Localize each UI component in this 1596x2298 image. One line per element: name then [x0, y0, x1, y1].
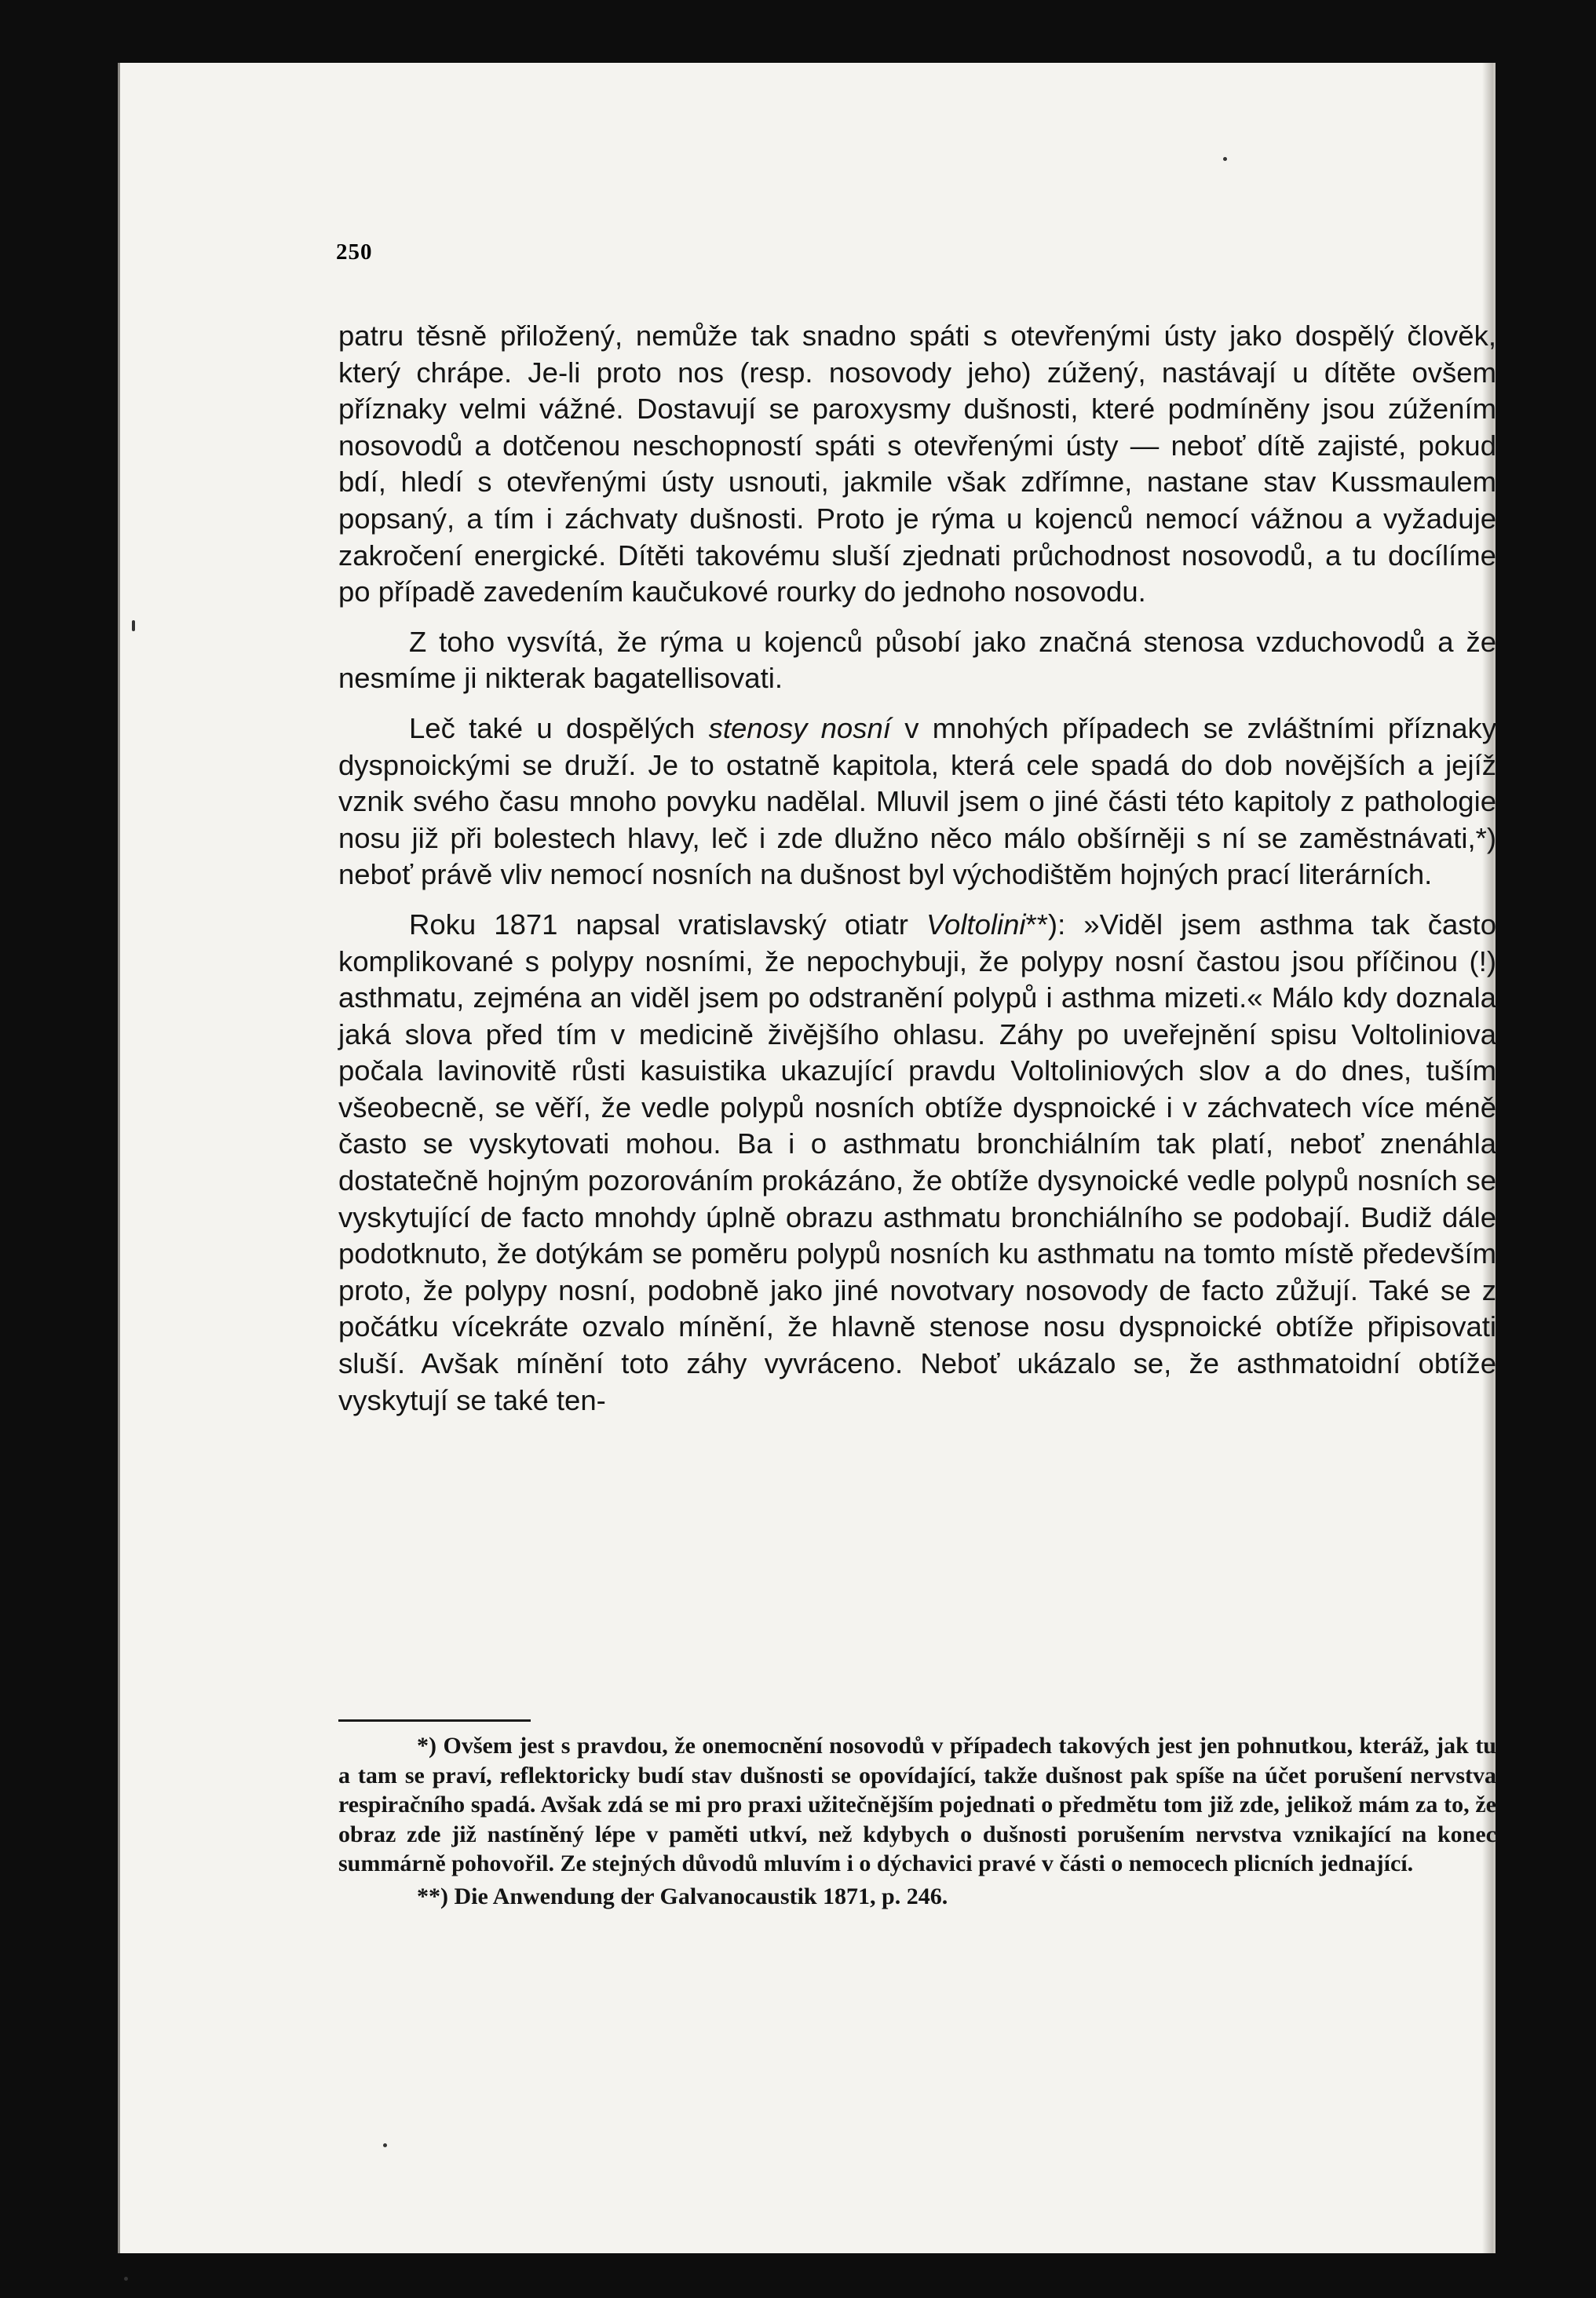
dust-speck — [1223, 157, 1227, 161]
footnote-2-text: Die Anwendung der Galvanocaustik 1871, p. 246. — [448, 1883, 948, 1909]
footnotes — [338, 1731, 1496, 1911]
paragraph-1-text: patru těsně přiložený, nemůže tak snadno spáti s otevřenými ústy jako dospělý člověk, který chrápe. Je-li proto nos (resp. nosovody jeho) zúžený, nastávají u dítěte ovšem příznaky velmi vážné. Dostavují se paroxysmy dušnosti, které podmíněny jsou zúžením nosovodů a dotčenou neschopností spáti s otevřenými ústy — neboť dítě zajisté, pokud bdí, hledí s otevřenými ústy usnouti, jakmile však zdřímne, nastane stav Kussmaulem popsaný, a tím i záchvaty dušnosti. Proto je rýma u kojenců nemocí vážnou a vyžaduje zakročení energické. Dítěti takovému sluší zjednati průchodnost nosovodů, a tu docílíme po případě zavedením kaučukové rourky do jednoho nosovodu. — [338, 320, 1496, 608]
footnote-1 — [338, 1731, 1496, 1879]
dust-speck — [383, 2143, 387, 2147]
paragraph-3-lead: Leč také u dospělých — [409, 711, 709, 744]
paragraph-1 — [338, 318, 1496, 611]
paragraph-4 — [338, 907, 1496, 1419]
footnote-2 — [338, 1882, 1496, 1912]
paragraph-4-author: Voltolini — [926, 908, 1026, 941]
dust-speck — [132, 620, 135, 631]
paragraph-4-lead: Roku 1871 napsal vratislavský otiatr — [409, 908, 927, 941]
paragraph-3-rest: v mnohých případech se zvláštními příznaky dyspnoickými se druží. Je to ostatně kapitola, která cele spadá do dob novějších a jejíž vznik svého času mnoho povyku nadělal. Mluvil jsem o jiné části této kapitoly z pathologie nosu již při bolestech hlavy, leč i zde dlužno něco málo obšírněji s ní se zaměstnávati,*) neboť právě vliv nemocí nosních na dušnost byl východištěm hojných prací literárních. — [338, 711, 1496, 891]
paragraph-2-text: Z toho vysvítá, že rýma u kojenců působí jako značná stenosa vzduchovodů a že nesmíme ji nikterak bagatellisovati. — [338, 625, 1496, 695]
paragraph-2 — [338, 624, 1496, 697]
footnote-separator — [338, 1719, 531, 1722]
page-number: 250 — [336, 239, 373, 265]
footnote-1-text: Ovšem jest s pravdou, že onemocnění nosovodů v případech takových jest jen pohnutkou, kteráž, jak tu a tam se praví, reflektoricky budí stav dušnosti se opovídající, takže dušnost pak spíše na účet porušení nervstva respiračního spadá. Avšak zdá se mi pro praxi užitečnějším pojednati o předmětu tom již zde, jelikož mám za to, že obraz zde již nastíněný lépe v paměti utkví, než kdybych o dušnosti porušením nervstva vznikající na konec summárně pohovořil. Ze stejných důvodů mluvím i o dýchavici pravé v části o nemocech plicních jednající. — [338, 1733, 1496, 1876]
footnote-1-marker: *) — [417, 1733, 436, 1759]
paragraph-3 — [338, 711, 1496, 893]
paragraph-4-rest: **): »Viděl jsem asthma tak často komplikované s polypy nosními, že nepochybuji, že polypy nosní častou jsou příčinou (!) asthmatu, zejména an viděl jsem po odstranění polypů i asthma mizeti.« Málo kdy doznala jaká slova před tím v medicině živějšího ohlasu. Záhy po uveřejnění spisu Voltoliniova počala lavinovitě růsti kasuistika ukazující pravdu Voltoliniových slov a do dnes, tuším všeobecně, se věří, že vedle polypů nosních obtíže dyspnoické i v záchvatech více méně často se vyskytovati mohou. Ba i o asthmatu bronchiálním tak platí, neboť znenáhla dostatečně hojným pozorováním prokázáno, že obtíže dysynoické vedle polypů nosních se vyskytující de facto mnohdy úplně obrazu asthmatu bronchiálního se podobají. Budiž dále podotknuto, že dotýkám se poměru polypů nosních ku asthmatu na tomto místě především proto, že polypy nosní, podobně jako jiné novotvary nosovody de facto zůžují. Také se z počátku vícekráte ozvalo mínění, že hlavně stenose nosu dyspnoické obtíže připisovati sluší. Avšak mínění toto záhy vyvráceno. Neboť ukázalo se, že asthmatoidní obtíže vyskytují se také ten- — [338, 908, 1496, 1416]
footnote-2-marker: **) — [417, 1883, 448, 1909]
book-page — [118, 63, 1496, 2253]
paragraph-3-emphasis: stenosy nosní — [708, 711, 891, 744]
dust-speck — [124, 2277, 128, 2281]
main-text — [338, 318, 1496, 1419]
